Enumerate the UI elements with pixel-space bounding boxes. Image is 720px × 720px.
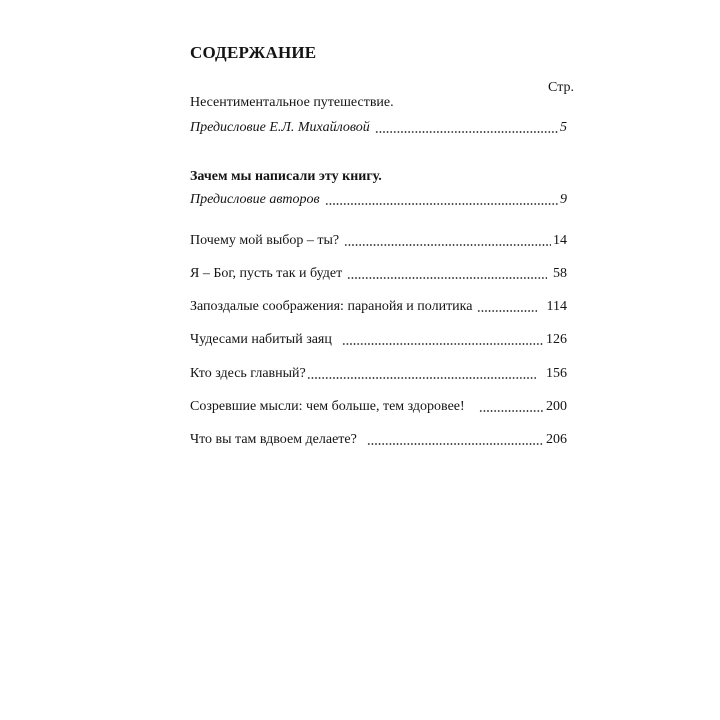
toc-entry-preface <box>190 192 567 208</box>
toc-entry-title: Почему мой выбор – ты? <box>190 233 340 248</box>
dot-leader <box>325 192 558 208</box>
dot-leader <box>342 332 544 348</box>
toc-entry <box>190 399 567 415</box>
toc-entry-title: Созревшие мысли: чем больше, тем здоровее! <box>190 399 465 414</box>
dot-leader <box>477 299 536 315</box>
dot-leader <box>367 432 544 448</box>
toc-entry <box>190 332 567 348</box>
toc-entry-title: Я – Бог, пусть так и будет <box>190 266 343 281</box>
toc-entry-title: Запоздалые соображения: паранойя и политика <box>190 299 473 314</box>
toc-entry <box>190 299 567 315</box>
dot-leader <box>344 233 551 249</box>
page-title: СОДЕРЖАНИЕ <box>190 43 317 62</box>
toc-entry-page: 114 <box>546 299 567 314</box>
page-column-label: Стр. <box>548 80 574 95</box>
toc-entry <box>190 366 567 382</box>
dot-leader <box>479 399 544 415</box>
preface-heading: Несентиментальное путешествие. <box>190 95 394 110</box>
toc-entry-page: 14 <box>553 233 567 248</box>
toc-entry-preface <box>190 120 567 136</box>
dot-leader <box>375 120 558 136</box>
toc-entry-title: Предисловие авторов <box>190 192 320 207</box>
toc-entry-page: 200 <box>546 399 567 414</box>
toc-entry <box>190 266 567 282</box>
toc-entry <box>190 233 567 249</box>
toc-entry-page: 206 <box>546 432 567 447</box>
dot-leader <box>307 366 536 382</box>
toc-entry-page: 126 <box>546 332 567 347</box>
dot-leader <box>347 266 547 282</box>
toc-entry-page: 5 <box>560 120 567 135</box>
toc-entry-page: 9 <box>560 192 567 207</box>
toc-entry-title: Предисловие Е.Л. Михайловой <box>190 120 370 135</box>
preface-heading: Зачем мы написали эту книгу. <box>190 169 382 184</box>
toc-entry-title: Чудесами набитый заяц <box>190 332 332 347</box>
toc-entry-page: 58 <box>553 266 567 281</box>
toc-entry-title: Что вы там вдвоем делаете? <box>190 432 357 447</box>
toc-entry-page: 156 <box>546 366 567 381</box>
toc-entry-title: Кто здесь главный? <box>190 366 306 381</box>
toc-entry <box>190 432 567 448</box>
